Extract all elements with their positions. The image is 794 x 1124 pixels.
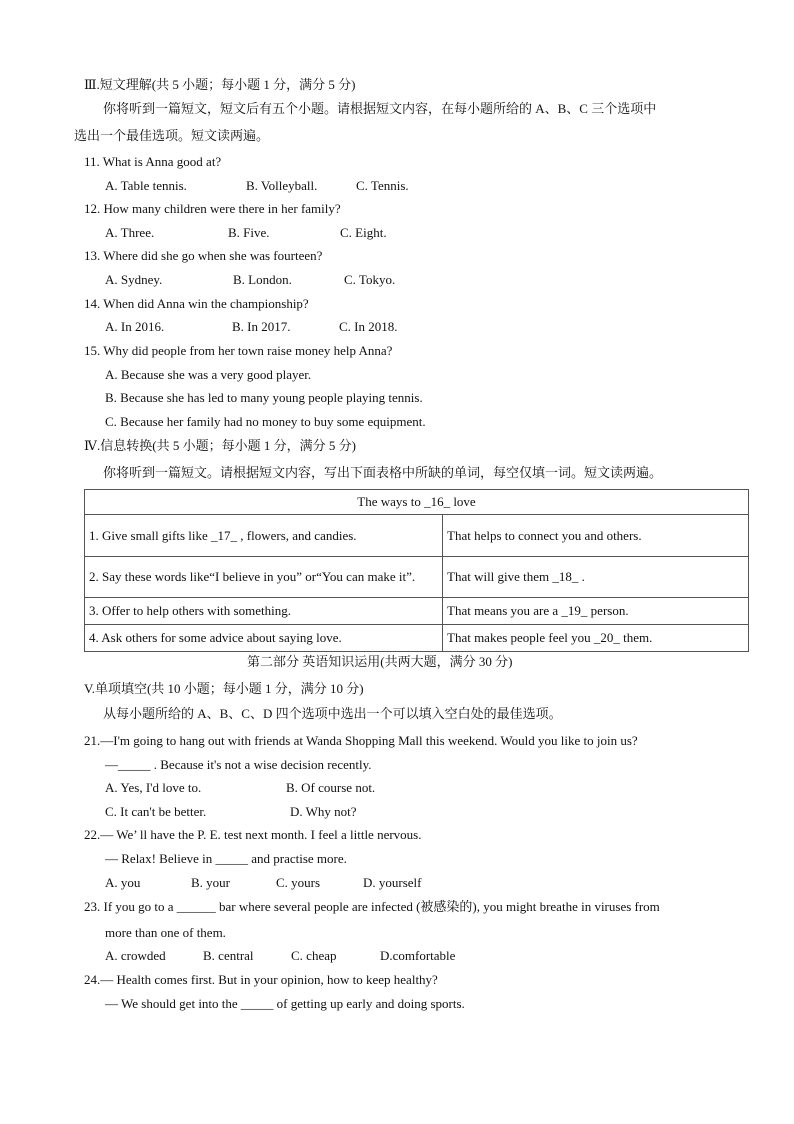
question-24: 24.— Health comes first. But in your opinion, how to keep healthy? <box>84 972 438 987</box>
q11-option-b: B. Volleyball. <box>246 178 318 193</box>
section4-heading: Ⅳ.信息转换(共 5 小题；每小题 1 分，满分 5 分) <box>84 438 356 453</box>
q12-option-b: B. Five. <box>228 225 270 240</box>
table-cell-way: 4. Ask others for some advice about saying love. <box>85 625 443 652</box>
q15-option-b: B. Because she has led to many young people playing tennis. <box>105 390 423 405</box>
question-15: 15. Why did people from her town raise money help Anna? <box>84 343 393 358</box>
table-title: The ways to _16_ love <box>85 490 749 515</box>
q23-option-b: B. central <box>203 948 254 963</box>
q23-option-c: C. cheap <box>291 948 337 963</box>
question-13: 13. Where did she go when she was fourteen? <box>84 248 323 263</box>
section5-heading: V.单项填空(共 10 小题；每小题 1 分，满分 10 分) <box>84 681 364 696</box>
question-12: 12. How many children were there in her family? <box>84 201 341 216</box>
question-21-reply: —_____ . Because it's not a wise decision recently. <box>105 757 372 772</box>
q22-option-c: C. yours <box>276 875 321 890</box>
q11-option-a: A. Table tennis. <box>105 178 187 193</box>
table-row <box>85 598 749 625</box>
table-cell-way: 1. Give small gifts like _17_ , flowers, and candies. <box>85 515 443 557</box>
section5-instruction: 从每小题所给的 A、B、C、D 四个选项中选出一个可以填入空白处的最佳选项。 <box>103 706 562 721</box>
q15-option-c: C. Because her family had no money to buy some equipment. <box>105 414 426 429</box>
q14-option-b: B. In 2017. <box>232 319 291 334</box>
q15-option-a: A. Because she was a very good player. <box>105 367 312 382</box>
table-cell-way: 3. Offer to help others with something. <box>85 598 443 625</box>
table-cell-effect: That will give them _18_ . <box>443 557 749 598</box>
question-14: 14. When did Anna win the championship? <box>84 296 309 311</box>
q13-option-b: B. London. <box>233 272 292 287</box>
question-21: 21.—I'm going to hang out with friends at Wanda Shopping Mall this weekend. Would you like to join us? <box>84 733 638 748</box>
part2-heading: 第二部分 英语知识运用(共两大题，满分 30 分) <box>247 654 513 669</box>
info-table <box>84 489 749 652</box>
table-row <box>85 625 749 652</box>
question-11: 11. What is Anna good at? <box>84 154 222 169</box>
q21-option-c: C. It can't be better. <box>105 804 207 819</box>
question-22: 22.— We’ ll have the P. E. test next month. I feel a little nervous. <box>84 827 422 842</box>
q13-option-c: C. Tokyo. <box>344 272 396 287</box>
table-cell-effect: That helps to connect you and others. <box>443 515 749 557</box>
table-row <box>85 515 749 557</box>
q14-option-a: A. In 2016. <box>105 319 165 334</box>
q11-option-c: C. Tennis. <box>356 178 409 193</box>
table-cell-effect: That makes people feel you _20_ them. <box>443 625 749 652</box>
question-23-cont: more than one of them. <box>105 925 226 940</box>
q12-option-a: A. Three. <box>105 225 155 240</box>
q23-option-a: A. crowded <box>105 948 166 963</box>
table-row <box>85 557 749 598</box>
table-cell-effect: That means you are a _19_ person. <box>443 598 749 625</box>
q21-option-b: B. Of course not. <box>286 780 376 795</box>
q21-option-d: D. Why not? <box>290 804 357 819</box>
q14-option-c: C. In 2018. <box>339 319 398 334</box>
question-23: 23. If you go to a ______ bar where several people are infected (被感染的), you might breathe in viruses from <box>84 899 660 914</box>
q13-option-a: A. Sydney. <box>105 272 163 287</box>
section3-instruction-cont: 选出一个最佳选项。短文读两遍。 <box>74 128 270 143</box>
q12-option-c: C. Eight. <box>340 225 387 240</box>
question-24-reply: — We should get into the _____ of getting up early and doing sports. <box>105 996 465 1011</box>
section3-instruction: 你将听到一篇短文，短文后有五个小题。请根据短文内容，在每小题所给的 A、B、C 三个选项中 <box>103 101 657 116</box>
q21-option-a: A. Yes, I'd love to. <box>105 780 202 795</box>
section4-instruction: 你将听到一篇短文。请根据短文内容，写出下面表格中所缺的单词，每空仅填一词。短文读两遍。 <box>103 465 663 480</box>
q22-option-d: D. yourself <box>363 875 422 890</box>
q23-option-d: D.comfortable <box>380 948 456 963</box>
q22-option-a: A. you <box>105 875 141 890</box>
section3-heading: Ⅲ.短文理解(共 5 小题；每小题 1 分，满分 5 分) <box>84 77 356 92</box>
q22-option-b: B. your <box>191 875 230 890</box>
question-22-reply: — Relax! Believe in _____ and practise more. <box>105 851 347 866</box>
table-cell-way: 2. Say these words like“I believe in you” or“You can make it”. <box>85 557 443 598</box>
